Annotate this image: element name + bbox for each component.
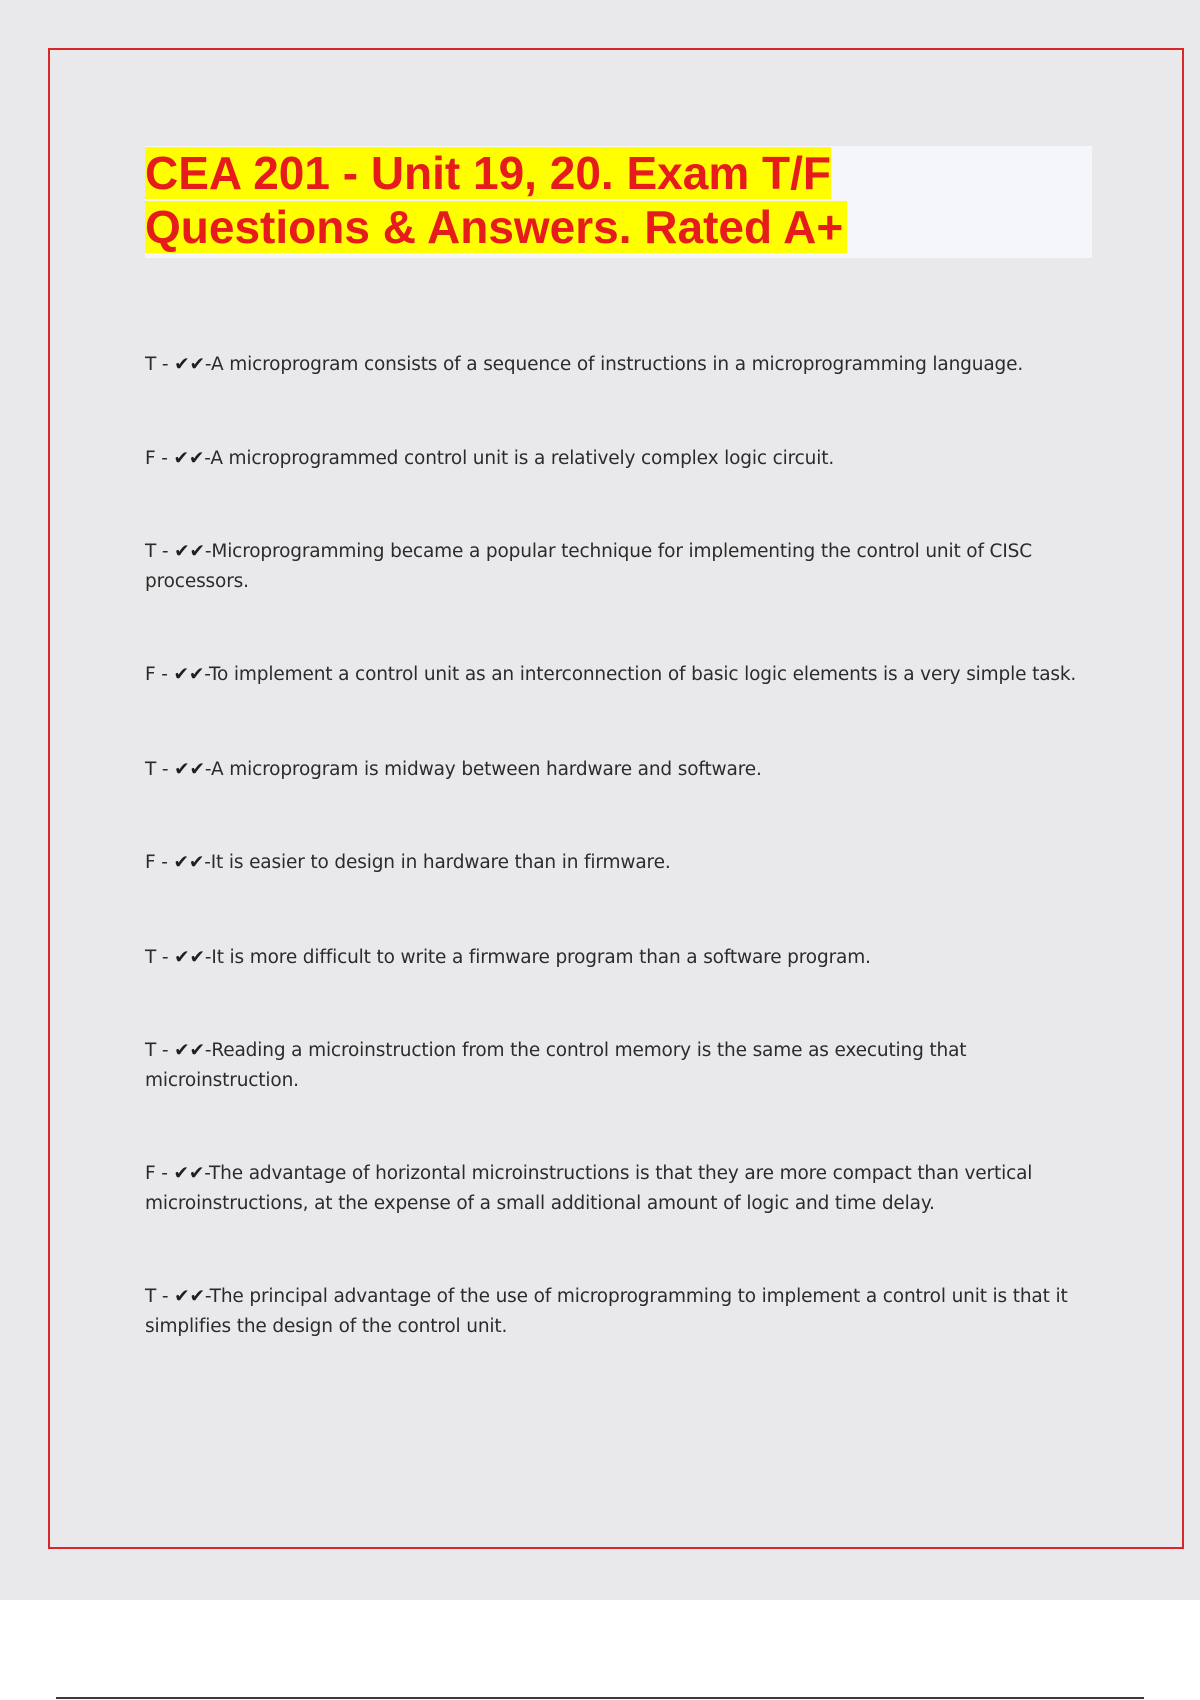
qa-item (145, 444, 1085, 474)
footer-rule (56, 1697, 1144, 1699)
qa-item (145, 943, 1085, 973)
question-text: -The principal advantage of the use of microprogramming to implement a control unit is that it simplifies the design of the control unit. (145, 1286, 1068, 1337)
question-text: -To implement a control unit as an interconnection of basic logic elements is a very simple task. (204, 664, 1077, 685)
answer-letter: T (145, 541, 157, 562)
answer-separator: - (156, 947, 175, 968)
double-check-icon: ✔✔ (174, 1286, 205, 1307)
answer-letter: T (145, 947, 157, 968)
answer-letter: F (145, 448, 156, 469)
qa-item (145, 1159, 1085, 1219)
title-block (145, 146, 1092, 258)
answer-letter: F (145, 664, 156, 685)
answer-letter: T (145, 1286, 157, 1307)
qa-item (145, 1036, 1085, 1096)
qa-item (145, 350, 1085, 380)
question-text: -The advantage of horizontal microinstructions is that they are more compact than vertical microinstructions, at the expense of a small additional amount of logic and time delay. (145, 1163, 1033, 1214)
answer-letter: T (145, 1040, 157, 1061)
question-text: -It is more difficult to write a firmware program than a software program. (204, 947, 871, 968)
double-check-icon: ✔✔ (174, 541, 205, 562)
double-check-icon: ✔✔ (173, 1163, 205, 1184)
answer-separator: - (156, 541, 175, 562)
double-check-icon: ✔✔ (173, 664, 205, 685)
qa-item (145, 755, 1085, 785)
double-check-icon: ✔✔ (174, 354, 205, 375)
double-check-icon: ✔✔ (173, 448, 205, 469)
document-title (145, 146, 905, 254)
question-text: -A microprogram consists of a sequence of instructions in a microprogramming language. (204, 354, 1024, 375)
double-check-icon: ✔✔ (174, 759, 205, 780)
answer-separator: - (156, 1286, 175, 1307)
answer-letter: F (145, 852, 156, 873)
answer-separator: - (155, 448, 174, 469)
answer-letter: T (145, 759, 157, 780)
question-text: -Reading a microinstruction from the control memory is the same as executing that microinstruction. (145, 1040, 967, 1091)
answer-separator: - (155, 1163, 174, 1184)
qa-item (145, 848, 1085, 878)
question-text: -A microprogram is midway between hardware and software. (204, 759, 762, 780)
answer-separator: - (155, 852, 174, 873)
answer-separator: - (156, 354, 175, 375)
answer-letter: F (145, 1163, 156, 1184)
question-text: -Microprogramming became a popular technique for implementing the control unit of CISC processors. (145, 541, 1032, 592)
qa-item (145, 537, 1085, 597)
qa-item (145, 1282, 1085, 1342)
question-text: -It is easier to design in hardware than in firmware. (204, 852, 671, 873)
qa-item (145, 660, 1085, 690)
answer-separator: - (156, 759, 175, 780)
double-check-icon: ✔✔ (174, 947, 205, 968)
double-check-icon: ✔✔ (173, 852, 205, 873)
answer-letter: T (145, 354, 157, 375)
title-highlight: CEA 201 - Unit 19, 20. Exam T/F Questions & Answers. Rated A+ (145, 147, 847, 253)
answer-separator: - (155, 664, 174, 685)
answer-separator: - (156, 1040, 175, 1061)
question-text: -A microprogrammed control unit is a relatively complex logic circuit. (204, 448, 835, 469)
double-check-icon: ✔✔ (174, 1040, 205, 1061)
